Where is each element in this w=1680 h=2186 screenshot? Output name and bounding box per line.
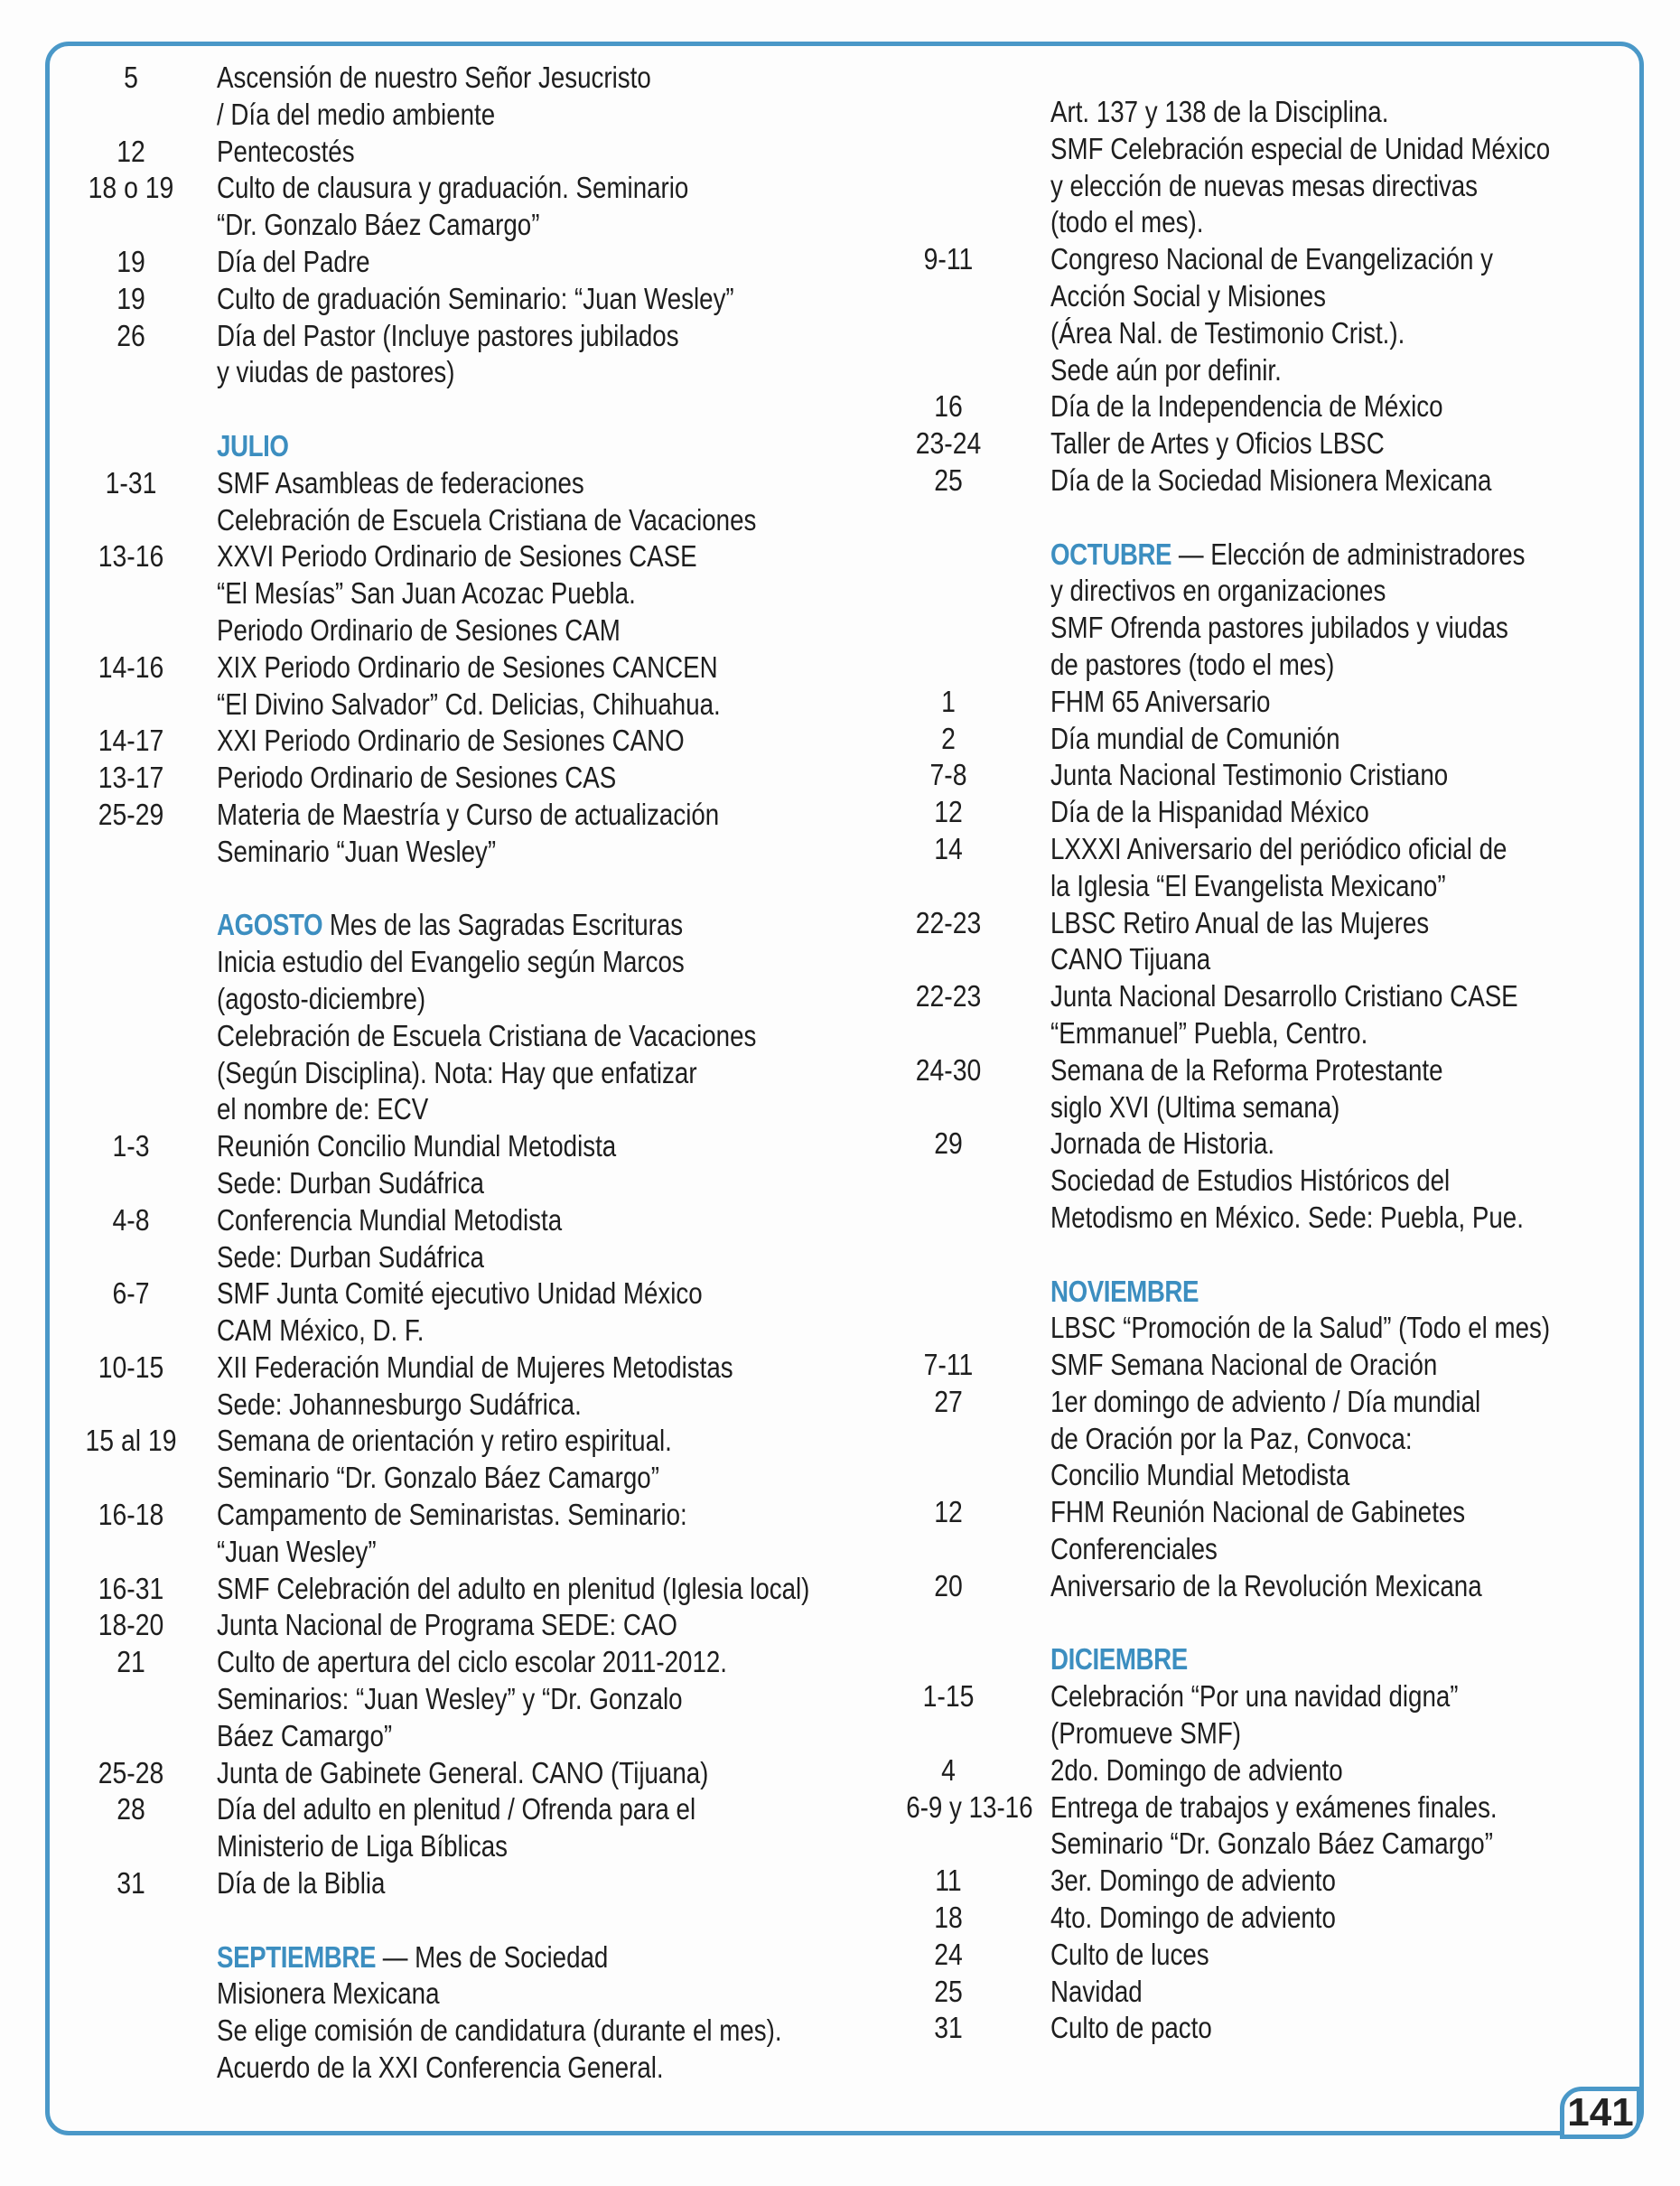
month-heading-line — [217, 428, 289, 465]
event-date: 6-9 y 13-16 — [906, 1789, 1033, 1824]
event-text: Sede: Durban Sudáfrica — [217, 1239, 484, 1274]
event-date: 1-31 — [105, 465, 157, 500]
event-date: 1 — [941, 684, 956, 718]
event-date: 10-15 — [98, 1350, 164, 1384]
event-date: 13-16 — [98, 539, 164, 574]
event-text: Seminario “Juan Wesley” — [217, 834, 497, 868]
month-heading-line — [217, 907, 683, 944]
event-date: 5 — [124, 61, 138, 94]
event-text: de Oración por la Paz, Convoca: — [1050, 1421, 1413, 1455]
event-date: 25 — [934, 1974, 963, 2008]
event-text: Día de la Hispanidad México — [1050, 795, 1369, 829]
event-text: Junta de Gabinete General. CANO (Tijuana) — [217, 1755, 709, 1789]
event-date: 12 — [934, 1495, 963, 1529]
event-text: 4to. Domingo de adviento — [1050, 1901, 1336, 1935]
event-text: CAM México, D. F. — [217, 1313, 425, 1348]
event-text: Conferenciales — [1050, 1532, 1218, 1566]
event-text: Seminarios: “Juan Wesley” y “Dr. Gonzalo — [217, 1682, 683, 1716]
event-date: 1-3 — [112, 1129, 150, 1163]
event-text: SMF Celebración del adulto en plenitud (Iglesia local) — [217, 1571, 810, 1605]
event-text: siglo XVI (Ultima semana) — [1050, 1089, 1340, 1124]
event-text: Día del adulto en plenitud / Ofrenda para el — [217, 1792, 696, 1826]
event-date: 14-16 — [98, 649, 164, 684]
event-text: (Promueve SMF) — [1050, 1716, 1242, 1751]
event-text: Semana de orientación y retiro espiritual. — [217, 1424, 672, 1458]
event-date: 14-17 — [98, 724, 164, 758]
event-text: LBSC “Promoción de la Salud” (Todo el mes) — [1050, 1311, 1551, 1345]
event-text: “El Mesías” San Juan Acozac Puebla. — [217, 576, 636, 611]
event-date: 19 — [117, 281, 145, 315]
event-text: LXXXI Aniversario del periódico oficial de — [1050, 831, 1507, 865]
event-date: 15 al 19 — [85, 1424, 177, 1458]
event-text: y viudas de pastores) — [217, 355, 455, 389]
event-date: 29 — [934, 1126, 963, 1161]
event-date: 7-8 — [929, 758, 967, 792]
event-date: 24-30 — [915, 1052, 982, 1087]
event-text: Jornada de Historia. — [1050, 1126, 1275, 1161]
event-text: Congreso Nacional de Evangelización y — [1050, 242, 1494, 276]
event-text: Reunión Concilio Mundial Metodista — [217, 1129, 617, 1163]
event-text: SMF Asambleas de federaciones — [217, 465, 584, 500]
month-note: — Mes de Sociedad — [382, 1939, 609, 1974]
event-text: Aniversario de la Revolución Mexicana — [1050, 1568, 1482, 1602]
month-name: JULIO — [217, 428, 289, 462]
event-date: 18 o 19 — [88, 171, 174, 205]
event-text: Junta Nacional Testimonio Cristiano — [1050, 758, 1449, 792]
event-date: 6-7 — [112, 1276, 150, 1311]
event-date: 31 — [934, 2011, 963, 2045]
event-date: 16-18 — [98, 1498, 164, 1532]
month-note: — Elección de administradores — [1178, 537, 1526, 571]
page-number: 141 — [1567, 2090, 1634, 2135]
event-text: Culto de luces — [1050, 1937, 1209, 1971]
event-text: Celebración “Por una navidad digna” — [1050, 1679, 1459, 1714]
event-date: 28 — [117, 1792, 145, 1826]
event-text: Día de la Sociedad Misionera Mexicana — [1050, 462, 1492, 497]
event-date: 7-11 — [923, 1348, 974, 1382]
event-text: FHM 65 Aniversario — [1050, 684, 1271, 718]
event-text: y elección de nuevas mesas directivas — [1050, 168, 1479, 202]
event-date: 25-28 — [98, 1755, 164, 1789]
event-text: (agosto-diciembre) — [217, 981, 426, 1015]
event-date: 11 — [935, 1864, 962, 1898]
event-text: Culto de graduación Seminario: “Juan Wesley” — [217, 281, 734, 315]
event-text: LBSC Retiro Anual de las Mujeres — [1050, 905, 1430, 939]
event-text: “Emmanuel” Puebla, Centro. — [1050, 1015, 1368, 1050]
event-text: 3er. Domingo de adviento — [1050, 1864, 1336, 1898]
event-text: Báez Camargo” — [217, 1718, 393, 1752]
event-text: la Iglesia “El Evangelista Mexicano” — [1050, 868, 1446, 902]
event-text: 1er domingo de adviento / Día mundial — [1050, 1384, 1481, 1418]
event-date: 1-15 — [922, 1679, 975, 1714]
event-text: (todo el mes). — [1050, 205, 1204, 239]
event-text: Seminario “Dr. Gonzalo Báez Camargo” — [217, 1461, 659, 1495]
event-date: 12 — [117, 134, 145, 168]
event-text: “Dr. Gonzalo Báez Camargo” — [217, 208, 540, 242]
event-text: (Según Disciplina). Nota: Hay que enfatizar — [217, 1055, 697, 1089]
month-heading-line — [1050, 1274, 1199, 1311]
event-date: 18-20 — [98, 1608, 164, 1642]
event-date: 16-31 — [98, 1571, 164, 1605]
event-text: Día del Padre — [217, 244, 370, 278]
event-date: 25 — [934, 462, 963, 497]
event-text: Sede aún por definir. — [1050, 352, 1282, 387]
month-name: SEPTIEMBRE — [217, 1939, 377, 1974]
month-name: DICIEMBRE — [1050, 1642, 1188, 1677]
month-heading-line — [1050, 1641, 1188, 1678]
month-heading-line — [1050, 537, 1525, 574]
event-text: Metodismo en México. Sede: Puebla, Pue. — [1050, 1200, 1524, 1234]
event-text: SMF Junta Comité ejecutivo Unidad México — [217, 1276, 703, 1311]
event-text: de pastores (todo el mes) — [1050, 647, 1335, 681]
event-text: Periodo Ordinario de Sesiones CAM — [217, 612, 621, 647]
event-text: Culto de clausura y graduación. Seminario — [217, 171, 689, 205]
event-text: Culto de apertura del ciclo escolar 2011-2012. — [217, 1645, 728, 1679]
event-text: Sede: Johannesburgo Sudáfrica. — [217, 1387, 582, 1421]
event-text: Acción Social y Misiones — [1050, 278, 1327, 313]
event-text: y directivos en organizaciones — [1050, 574, 1386, 608]
event-text: Periodo Ordinario de Sesiones CAS — [217, 761, 617, 795]
month-note: Mes de las Sagradas Escrituras — [329, 908, 684, 942]
month-name: OCTUBRE — [1050, 537, 1172, 571]
event-date: 23-24 — [915, 426, 982, 461]
event-text: Celebración de Escuela Cristiana de Vacaciones — [217, 1018, 757, 1052]
event-text: XXVI Periodo Ordinario de Sesiones CASE — [217, 539, 697, 574]
event-text: Día de la Independencia de México — [1050, 389, 1443, 424]
event-text: Sociedad de Estudios Históricos del — [1050, 1163, 1451, 1198]
event-text: Inicia estudio del Evangelio según Marcos — [217, 945, 685, 979]
month-name: NOVIEMBRE — [1050, 1274, 1199, 1308]
event-date: 12 — [934, 795, 963, 829]
event-date: 21 — [117, 1645, 145, 1679]
event-text: el nombre de: ECV — [217, 1092, 429, 1126]
event-date: 25-29 — [98, 797, 164, 831]
event-text: Navidad — [1050, 1974, 1143, 2008]
event-date: 18 — [934, 1901, 963, 1935]
month-name: AGOSTO — [217, 908, 323, 942]
event-text: XXI Periodo Ordinario de Sesiones CANO — [217, 724, 685, 758]
event-text: Entrega de trabajos y exámenes finales. — [1050, 1789, 1498, 1824]
event-date: 4 — [941, 1752, 956, 1787]
event-text: Acuerdo de la XXI Conferencia General. — [217, 2051, 664, 2085]
event-date: 26 — [117, 318, 145, 352]
event-text: Día de la Biblia — [217, 1866, 386, 1901]
event-text: Día del Pastor (Incluye pastores jubilados — [217, 318, 679, 352]
event-text: Materia de Maestría y Curso de actualización — [217, 797, 720, 831]
event-text: Culto de pacto — [1050, 2011, 1212, 2045]
event-text: Ascensión de nuestro Señor Jesucristo — [217, 61, 651, 94]
event-date: 2 — [941, 721, 956, 755]
event-text: SMF Ofrenda pastores jubilados y viudas — [1050, 611, 1508, 645]
event-text: Se elige comisión de candidatura (durante el mes). — [217, 2013, 782, 2048]
month-heading-line — [217, 1939, 608, 1976]
event-text: Sede: Durban Sudáfrica — [217, 1165, 484, 1200]
event-date: 31 — [117, 1866, 145, 1901]
event-date: 22-23 — [915, 979, 982, 1014]
event-text: Conferencia Mundial Metodista — [217, 1202, 563, 1237]
event-text: FHM Reunión Nacional de Gabinetes — [1050, 1495, 1466, 1529]
event-text: Semana de la Reforma Protestante — [1050, 1052, 1443, 1087]
event-text: “Juan Wesley” — [217, 1534, 377, 1568]
event-date: 14 — [934, 831, 963, 865]
event-date: 22-23 — [915, 905, 982, 939]
event-text: / Día del medio ambiente — [217, 97, 496, 131]
event-date: 13-17 — [98, 761, 164, 795]
event-text: Ministerio de Liga Bíblicas — [217, 1829, 509, 1864]
event-date: 24 — [934, 1937, 963, 1971]
event-text: Art. 137 y 138 de la Disciplina. — [1050, 95, 1389, 128]
event-text: Taller de Artes y Oficios LBSC — [1050, 426, 1385, 461]
event-text: Campamento de Seminaristas. Seminario: — [217, 1498, 687, 1532]
event-text: Seminario “Dr. Gonzalo Báez Camargo” — [1050, 1826, 1493, 1861]
event-text: Misionera Mexicana — [217, 1976, 440, 2011]
event-date: 16 — [934, 389, 963, 424]
event-text: Concilio Mundial Metodista — [1050, 1458, 1350, 1492]
event-text: SMF Celebración especial de Unidad México — [1050, 131, 1551, 165]
event-text: Junta Nacional Desarrollo Cristiano CASE — [1050, 979, 1518, 1014]
event-text: XII Federación Mundial de Mujeres Metodistas — [217, 1350, 733, 1384]
event-date: 9-11 — [923, 242, 974, 276]
event-text: Junta Nacional de Programa SEDE: CAO — [217, 1608, 677, 1642]
event-text: 2do. Domingo de adviento — [1050, 1752, 1343, 1787]
event-text: CANO Tijuana — [1050, 942, 1211, 976]
event-date: 20 — [934, 1568, 963, 1602]
event-text: Celebración de Escuela Cristiana de Vacaciones — [217, 502, 757, 537]
event-text: XIX Periodo Ordinario de Sesiones CANCEN — [217, 649, 718, 684]
event-text: (Área Nal. de Testimonio Crist.). — [1050, 315, 1405, 350]
event-date: 19 — [117, 244, 145, 278]
event-text: “El Divino Salvador” Cd. Delicias, Chihuahua. — [217, 687, 721, 721]
event-text: SMF Semana Nacional de Oración — [1050, 1348, 1438, 1382]
event-date: 27 — [934, 1384, 963, 1418]
event-text: Pentecostés — [217, 134, 355, 168]
event-date: 4-8 — [112, 1202, 150, 1237]
event-text: Día mundial de Comunión — [1050, 721, 1340, 755]
